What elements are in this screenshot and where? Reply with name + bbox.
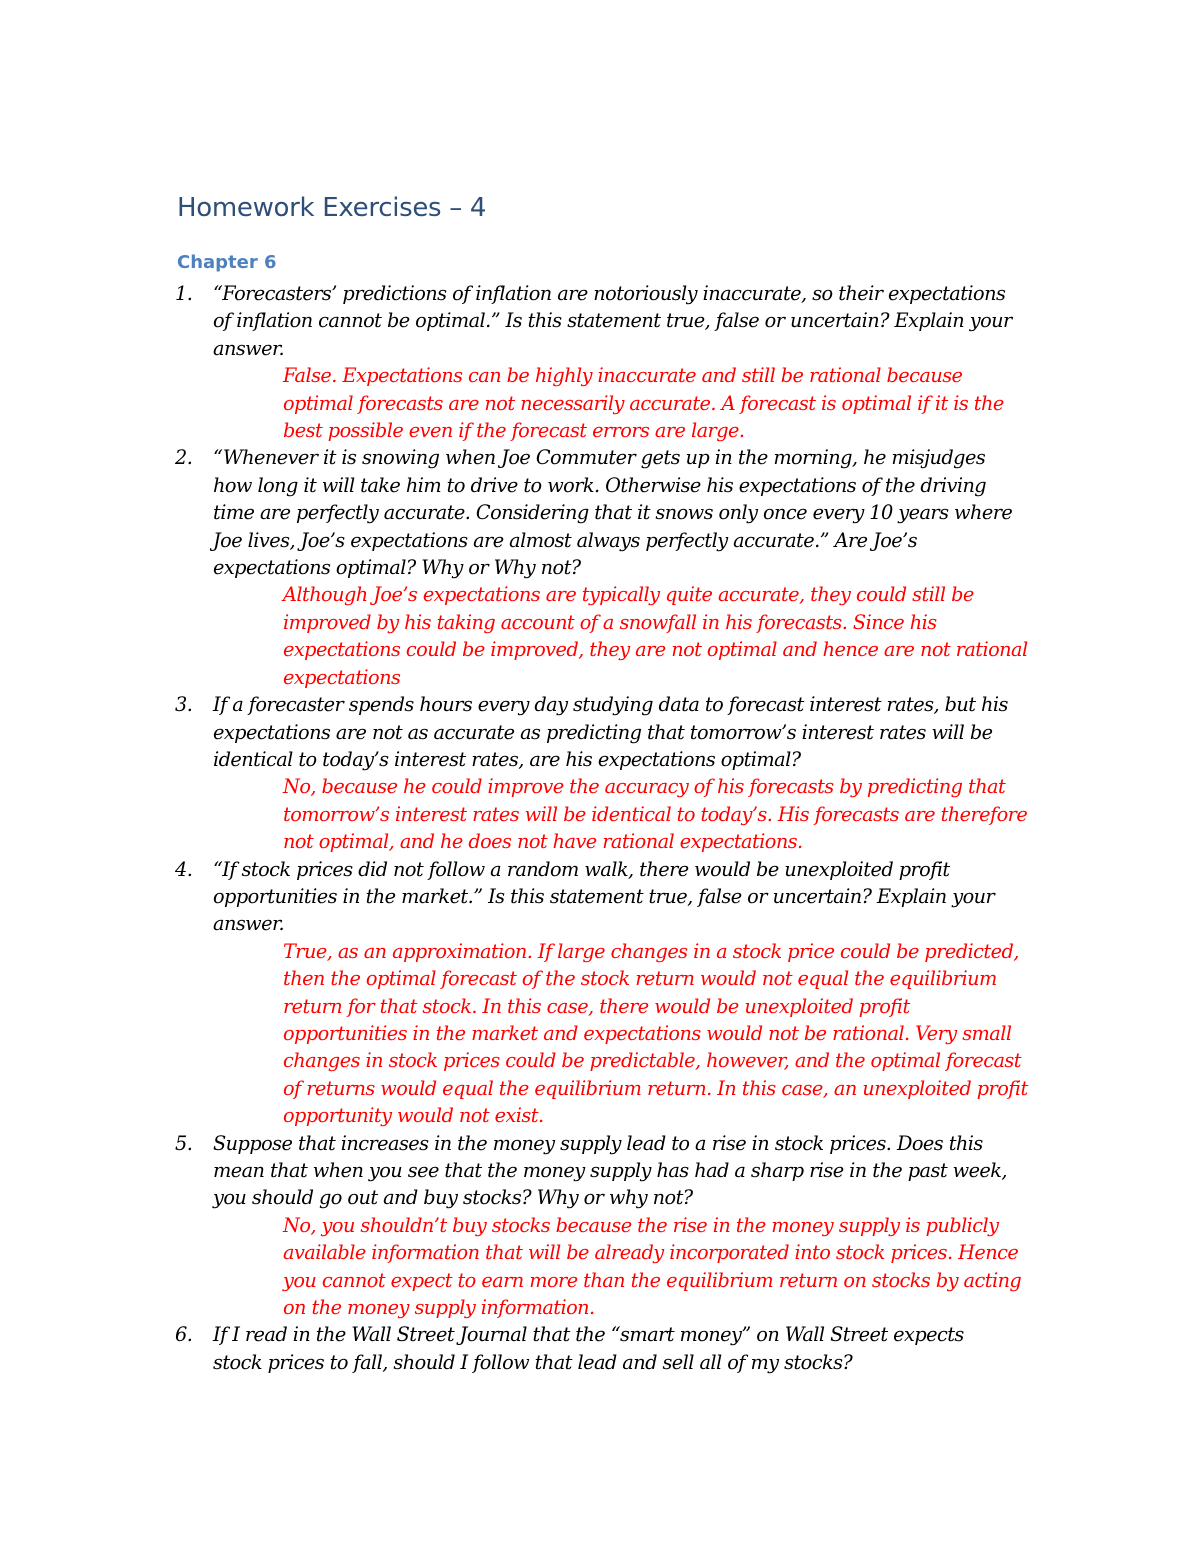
question-number: 5. — [175, 1131, 193, 1155]
chapter-heading: Chapter 6 — [177, 252, 277, 273]
document-title: Homework Exercises – 4 — [177, 193, 487, 223]
question-item — [0, 444, 1200, 691]
question-text: “If stock prices did not follow a random walk, there would be unexploited profit opportunities in the market.” Is this statement true, false or uncertain? Explain your answer. — [213, 857, 995, 936]
question-text: Suppose that increases in the money supply lead to a rise in stock prices. Does this mean that when you see that the money supply has had a sharp rise in the past week, you should go out and buy stocks? Why or why not? — [213, 1131, 1007, 1210]
question-item — [0, 280, 1200, 444]
question-number: 4. — [175, 857, 193, 881]
question-number: 2. — [175, 446, 193, 470]
question-number: 6. — [175, 1323, 193, 1347]
answer-text: Although Joe’s expectations are typically quite accurate, they could still be improved by his taking account of a snowfall in his forecasts. Since his expectations could be improved, they are not optimal and hence are not rational expectations — [283, 583, 1028, 689]
question-text: “Forecasters’ predictions of inflation are notoriously inaccurate, so their expectations of inflation cannot be optimal.” Is this statement true, false or uncertain? Explain your answer. — [213, 282, 1012, 360]
question-list — [0, 280, 1200, 1376]
question-number: 1. — [175, 282, 193, 305]
answer-text: True, as an approximation. If large changes in a stock price could be predicted, then the optimal forecast of the stock return would not equal the equilibrium return for that stock. In this case, there would be unexploited profit opportunities in the market and expectations would not be rational. Very small changes in stock prices could be predictable, however, and the optimal forecast of returns would equal the equilibrium return. In this case, an unexploited profit opportunity would not exist. — [283, 939, 1028, 1128]
question-text: If I read in the Wall Street Journal that the “smart money” on Wall Street expects stock prices to fall, should I follow that lead and sell all of my stocks? — [213, 1323, 964, 1374]
answer-text: No, because he could improve the accuracy of his forecasts by predicting that tomorrow’s interest rates will be identical to today’s. His forecasts are therefore not optimal, and he does not have rational expectations. — [283, 775, 1028, 854]
answer-text: No, you shouldn’t buy stocks because the rise in the money supply is publicly available information that will be already incorporated into stock prices. Hence you cannot expect to earn more than the equilibrium return on stocks by acting on the money supply information. — [283, 1213, 1022, 1320]
question-item — [0, 1130, 1200, 1322]
question-item — [0, 691, 1200, 855]
question-number: 3. — [175, 693, 193, 717]
question-text: If a forecaster spends hours every day studying data to forecast interest rates, but his expectations are not as accurate as predicting that tomorrow’s interest rates will be identical to today’s interest rates, are his expectations optimal? — [213, 693, 1008, 771]
answer-text: False. Expectations can be highly inaccurate and still be rational because optimal forecasts are not necessarily accurate. A forecast is optimal if it is the best possible even if the forecast errors are large. — [283, 364, 1004, 443]
question-item — [0, 856, 1200, 1130]
question-item — [0, 1321, 1200, 1376]
question-text: “Whenever it is snowing when Joe Commuter gets up in the morning, he misjudges how long it will take him to drive to work. Otherwise his expectations of the driving time are perfectly accurate. Considering that it snows only once every 10 years where Joe lives, Joe’s expectations are almost always perfectly accurate.” Are Joe’s expectations optimal? Why or Why not? — [213, 446, 1013, 580]
